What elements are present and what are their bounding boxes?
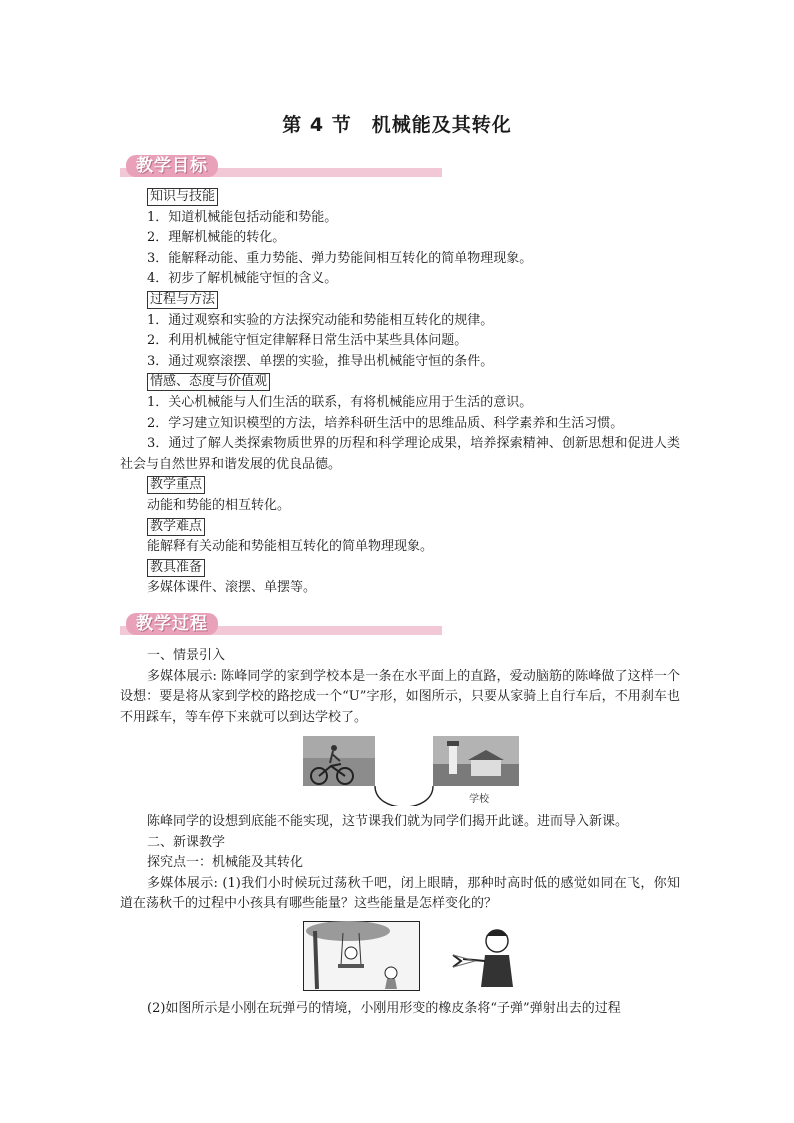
list-item: 1．知道机械能包括动能和势能。 (147, 209, 338, 225)
heading-key-point: 教学重点 (147, 476, 205, 494)
figure-label-school: 学校 (469, 794, 489, 805)
tools-text: 多媒体课件、滚摆、单摆等。 (147, 580, 317, 596)
slingshot-paragraph: (2)如图所示是小刚在玩弹弓的情境，小刚用形变的橡皮条将“子弹”弹射出去的过程 (147, 1001, 621, 1016)
school-building (471, 760, 501, 776)
inquiry-heading: 探究点一：机械能及其转化 (147, 855, 304, 871)
section-banner-objectives (120, 155, 442, 179)
tree-canopy (306, 921, 390, 941)
lighthouse (449, 744, 457, 774)
list-item: 4．初步了解机械能守恒的含义。 (147, 271, 338, 287)
section-banner-process (120, 613, 442, 637)
heading-emotion: 情感、态度与价值观 (147, 373, 270, 391)
rider-head (331, 745, 337, 751)
intro-block (120, 646, 680, 728)
list-item: 1．通过观察和实验的方法探究动能和势能相互转化的规律。 (147, 312, 494, 328)
list-item: 2．理解机械能的转化。 (147, 230, 286, 246)
banner-label: 教学过程 (126, 613, 218, 635)
intro-paragraph: 多媒体展示: 陈峰同学的家到学校本是一条在水平面上的直路，爱动脑筋的陈峰做了这样一个设想：要是将从家到学校的路挖成一个“U”字形，如图所示，只要从家骑上自行车后，不用刹车也不用踩车，等车停下来就可以到达学校了。 (120, 668, 680, 725)
u-road-figure (303, 736, 519, 806)
child-body (385, 979, 397, 989)
lighthouse-top (447, 741, 459, 746)
list-item: 1．关心机械能与人们生活的联系，有将机械能应用于生活的意识。 (147, 394, 533, 410)
list-item: 3．能解释动能、重力势能、弹力势能间相互转化的简单物理现象。 (147, 250, 533, 266)
heading-tools: 教具准备 (147, 559, 205, 577)
heading-process: 过程与方法 (147, 291, 218, 309)
tree-trunk (315, 931, 317, 989)
lesson-block (120, 812, 680, 915)
list-item: 2．学习建立知识模型的方法，培养科研生活中的思维品质、科学素养和生活习惯。 (147, 415, 624, 431)
sky (303, 736, 375, 758)
intro-conclusion: 陈峰同学的设想到底能不能实现，这节课我们就为同学们揭开此谜。进而导入新课。 (147, 814, 629, 829)
intro-heading: 一、情景引入 (147, 648, 226, 663)
swing-and-slingshot-figure (303, 921, 523, 991)
slingshot-block (120, 999, 680, 1020)
list-item: 2．利用机械能守恒定律解释日常生活中某些具体问题。 (147, 333, 468, 349)
u-shaped-road (375, 786, 433, 806)
child-watching (385, 967, 397, 979)
heading-knowledge: 知识与技能 (147, 188, 218, 206)
boy-body (481, 955, 513, 987)
swing-paragraph: 多媒体展示: (1)我们小时候玩过荡秋千吧，闭上眼睛，那种时高时低的感觉如同在飞，你知道在荡秋千的过程中小孩具有哪些能量？这些能量是怎样变化的？ (120, 875, 680, 912)
boy-hair (486, 931, 508, 937)
swing-seat (338, 964, 364, 968)
banner-label: 教学目标 (126, 155, 218, 177)
heading-difficulty: 教学难点 (147, 518, 205, 536)
new-lesson-heading: 二、新课教学 (147, 834, 226, 850)
list-item: 3．通过了解人类探索物质世界的历程和科学理论成果，培养探索精神、创新思想和促进人类社会与自然世界和谐发展的优良品德。 (120, 436, 680, 472)
child-on-swing (345, 947, 357, 959)
difficulty-text: 能解释有关动能和势能相互转化的简单物理现象。 (147, 539, 434, 555)
list-item: 3．通过观察滚摆、单摆的实验，推导出机械能守恒的条件。 (147, 353, 494, 369)
page-title: 第 4 节 机械能及其转化 (282, 114, 512, 136)
objectives-block (120, 187, 680, 599)
key-point-text: 动能和势能的相互转化。 (147, 497, 291, 513)
